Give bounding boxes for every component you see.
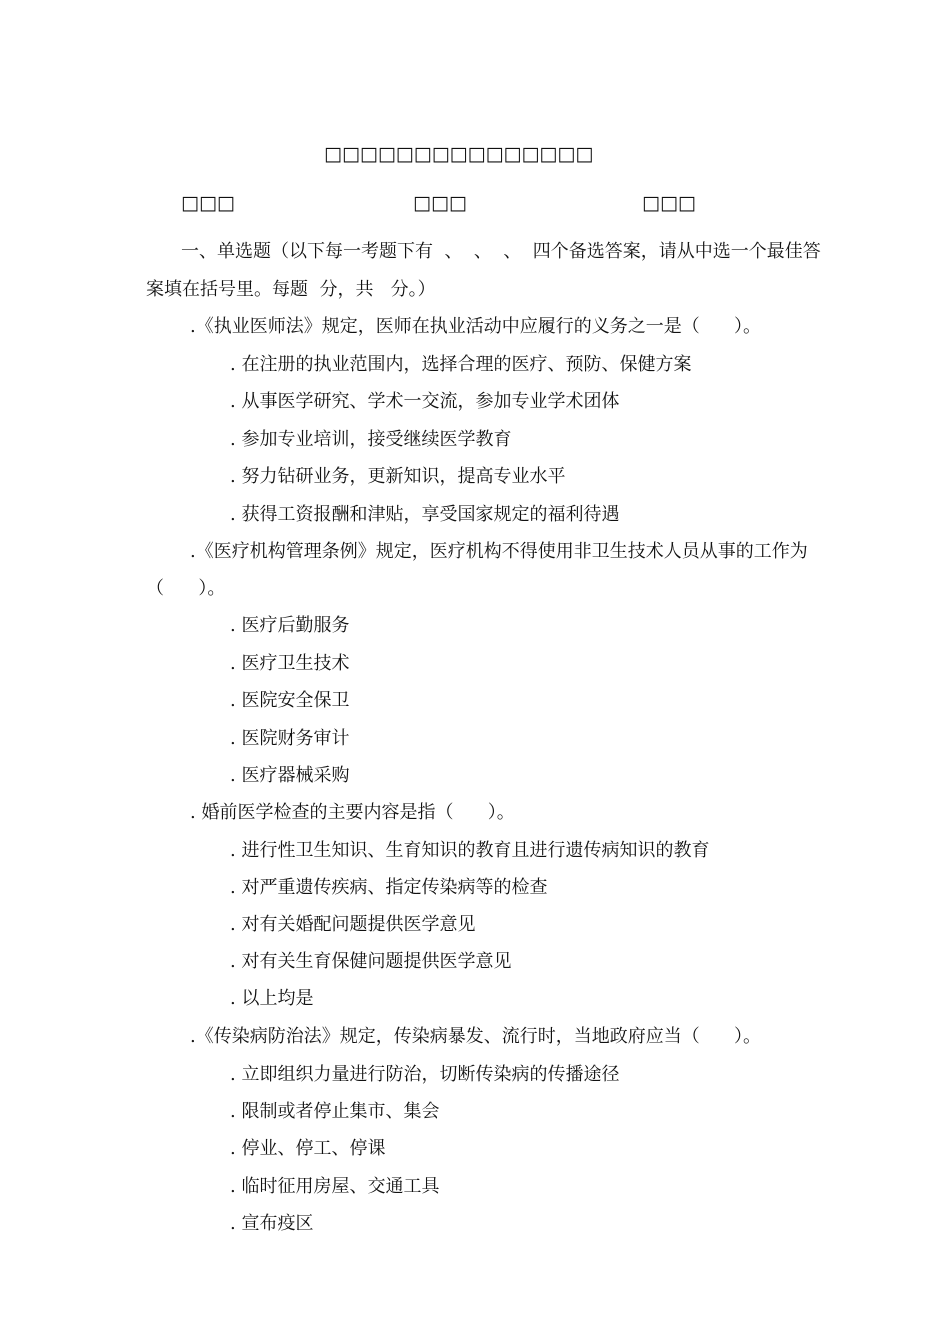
question-3-option-c: . 对有关婚配问题提供医学意见	[230, 914, 476, 935]
question-3-option-a: . 进行性卫生知识、生育知识的教育且进行遗传病知识的教育	[230, 840, 710, 861]
question-1-option-d: . 努力钻研业务，更新知识，提高专业水平	[230, 466, 566, 487]
question-2-option-d: . 医院财务审计	[230, 728, 350, 749]
question-4-option-d: . 临时征用房屋、交通工具	[230, 1176, 440, 1197]
question-2-option-e: . 医疗器械采购	[230, 765, 350, 786]
question-1-option-c: . 参加专业培训，接受继续医学教育	[230, 429, 512, 450]
question-4-option-e: . 宣布疫区	[230, 1213, 314, 1234]
header-field-3: □□□	[642, 192, 696, 214]
header-field-2: □□□	[413, 192, 467, 214]
question-3-option-d: . 对有关生育保健问题提供医学意见	[230, 951, 512, 972]
question-3-stem: . 婚前医学检查的主要内容是指（ ）。	[190, 802, 515, 823]
question-4-option-c: . 停业、停工、停课	[230, 1138, 386, 1159]
question-1-option-e: . 获得工资报酬和津贴，享受国家规定的福利待遇	[230, 504, 620, 525]
question-3-option-b: . 对严重遗传疾病、指定传染病等的检查	[230, 877, 548, 898]
question-2-option-a: . 医疗后勤服务	[230, 615, 350, 636]
question-2-option-c: . 医院安全保卫	[230, 690, 350, 711]
question-2-stem: .《医疗机构管理条例》规定，医疗机构不得使用非卫生技术人员从事的工作为	[190, 541, 808, 562]
section-instructions-line-1: 一、单选题（以下每一考题下有 、 、 、 四个备选答案，请从中选一个最佳答	[181, 241, 821, 262]
exam-title: □□□□□□□□□□□□□□□	[324, 143, 594, 165]
question-4-stem: .《传染病防治法》规定，传染病暴发、流行时，当地政府应当（ ）。	[190, 1026, 762, 1047]
question-2-stem-continued: （ ）。	[146, 578, 226, 599]
question-2-option-b: . 医疗卫生技术	[230, 653, 350, 674]
question-1-option-a: . 在注册的执业范围内，选择合理的医疗、预防、保健方案	[230, 354, 692, 375]
question-4-option-b: . 限制或者停止集市、集会	[230, 1101, 440, 1122]
section-instructions-line-2: 案填在括号里。每题 分，共 分。）	[146, 279, 436, 300]
question-3-option-e: . 以上均是	[230, 988, 314, 1009]
question-1-stem: .《执业医师法》规定，医师在执业活动中应履行的义务之一是（ ）。	[190, 316, 762, 337]
header-field-1: □□□	[181, 192, 235, 214]
question-1-option-b: . 从事医学研究、学术一交流，参加专业学术团体	[230, 391, 620, 412]
question-4-option-a: . 立即组织力量进行防治，切断传染病的传播途径	[230, 1064, 620, 1085]
